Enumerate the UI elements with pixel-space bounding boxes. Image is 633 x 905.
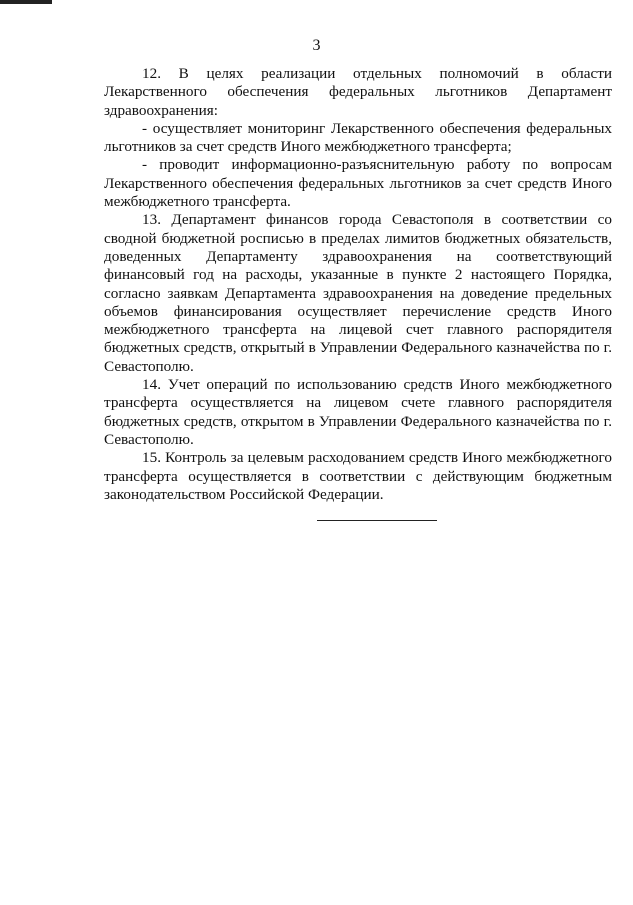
paragraph-12: 12. В целях реализации отдельных полномочий в области Лекарственного обеспечения федеральных льготников Департамент здравоохранения: (104, 65, 612, 119)
page-number: 3 (312, 37, 321, 54)
paragraph-13: 13. Департамент финансов города Севастополя в соответствии со сводной бюджетной росписью в пределах лимитов бюджетных обязательств, доведенных Департаменту здравоохранения на соответствующий финансовый год на расходы, указанные в пункте 2 настоящего Порядка, согласно заявкам Департамента здравоохранения на доведение предельных объемов финансирования осуществляет перечисление средств Иного межбюджетного трансферта на лицевой счет главного распорядителя бюджетных средств, открытый в Управлении Федерального казначейства по г. Севастополю. (104, 211, 612, 375)
paragraph-12-item-monitoring: - осуществляет мониторинг Лекарственного обеспечения федеральных льготников за счет средств Иного межбюджетного трансферта; (104, 119, 612, 156)
paragraph-15: 15. Контроль за целевым расходованием средств Иного межбюджетного трансферта осуществляется в соответствии с действующим бюджетным законодательством Российской Федерации. (104, 449, 612, 503)
closing-divider-line (317, 520, 437, 521)
paragraph-14: 14. Учет операций по использованию средств Иного межбюджетного трансферта осуществляется на лицевом счете главного распорядителя бюджетных средств, открытом в Управлении Федерального казначейства по г. Севастополю. (104, 376, 612, 448)
scan-edge-mark (0, 0, 52, 4)
paragraph-12-item-outreach: - проводит информационно-разъяснительную работу по вопросам Лекарственного обеспечения федеральных льготников за счет средств Иного межбюджетного трансферта. (104, 156, 612, 211)
document-body (104, 65, 612, 504)
